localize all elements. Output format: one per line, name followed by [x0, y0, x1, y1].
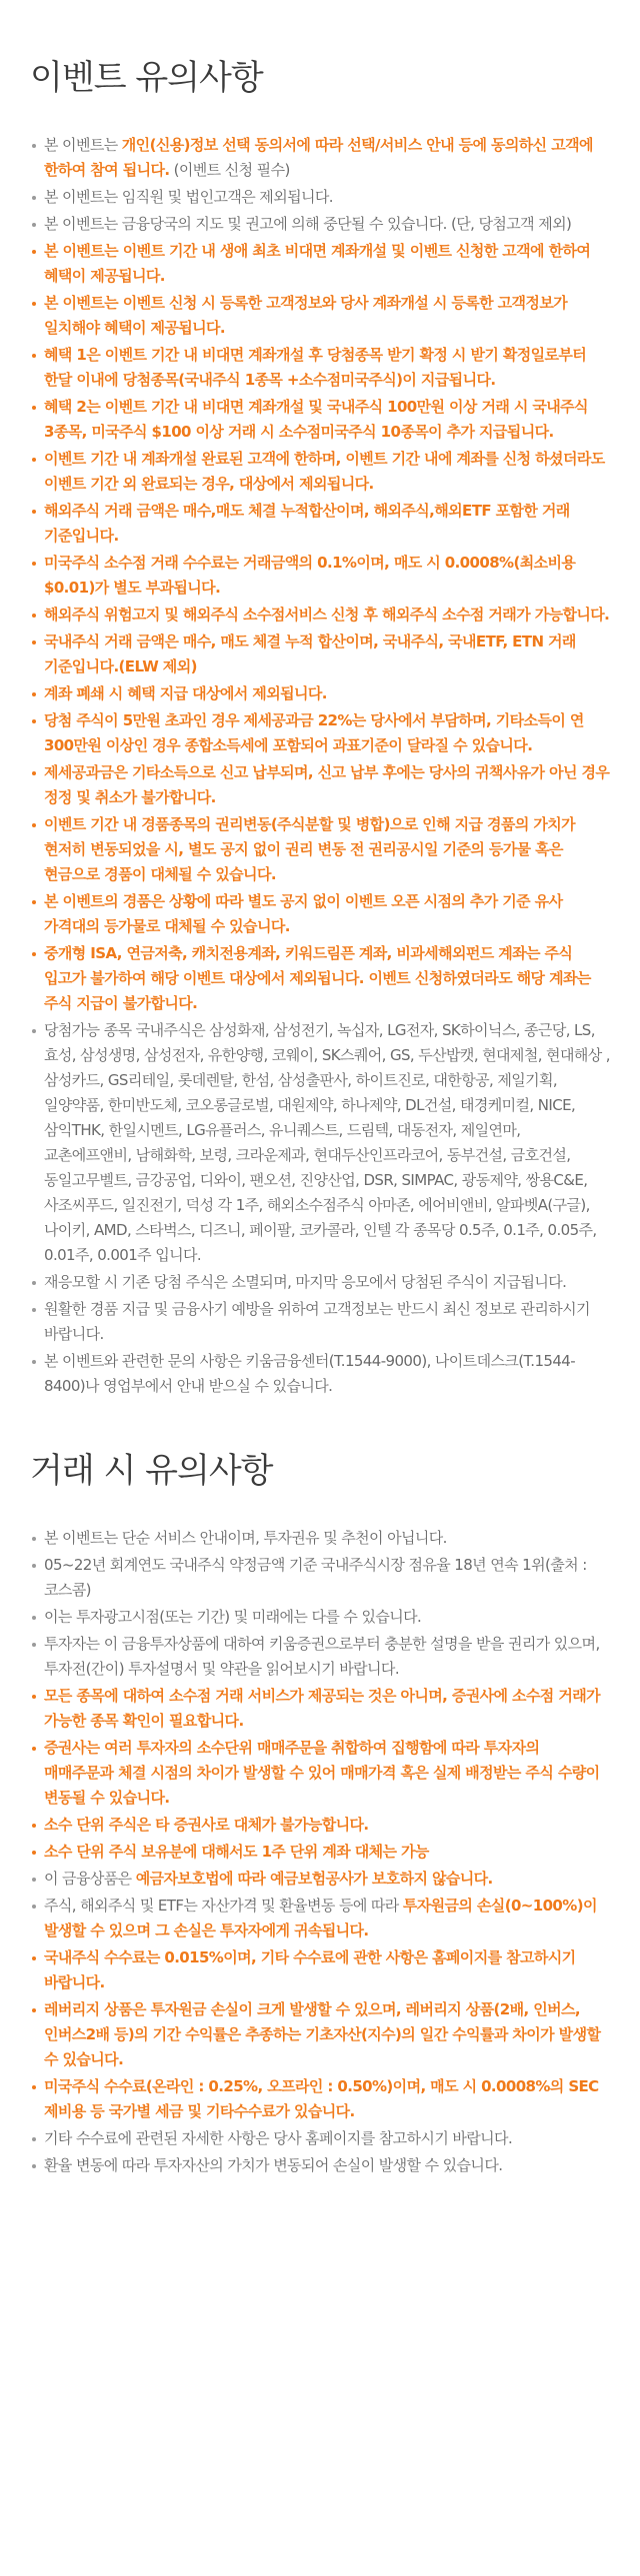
notice-item: 이는 투자광고시점(또는 기간) 및 미래에는 다를 수 있습니다.	[30, 1605, 610, 1630]
notice-item: 본 이벤트는 임직원 및 법인고객은 제외됩니다.	[30, 185, 610, 210]
trade-notice-list	[30, 1526, 610, 2178]
notice-item: 미국주식 소수점 거래 수수료는 거래금액의 0.1%이며, 매도 시 0.0008%(최소비용 $0.01)가 별도 부과됩니다.	[30, 551, 610, 601]
event-notice-section	[30, 58, 610, 1399]
event-notice-list	[30, 133, 610, 1399]
notice-item: 제세공과금은 기타소득으로 신고 납부되며, 신고 납부 후에는 당사의 귀책사유가 아닌 경우 정정 및 취소가 불가합니다.	[30, 760, 610, 810]
notice-item	[30, 133, 610, 183]
notice-item: 증권사는 여러 투자자의 소수단위 매매주문을 취합하여 집행함에 따라 투자자의 매매주문과 체결 시점의 차이가 발생할 수 있어 매매가격 혹은 실제 배정받는 주식 수량이 변동될 수 있습니다.	[30, 1736, 610, 1811]
notice-item: 소수 단위 주식 보유분에 대해서도 1주 단위 계좌 대체는 가능	[30, 1840, 610, 1865]
event-notice-title: 이벤트 유의사항	[30, 58, 263, 98]
notice-text: (이벤트 신청 필수)	[169, 160, 290, 179]
notice-text: 주식, 해외주식 및 ETF는 자산가격 및 환율변동 등에 따라	[44, 1896, 403, 1915]
notice-item: 국내주식 거래 금액은 매수, 매도 체결 누적 합산이며, 국내주식, 국내ETF, ETN 거래 기준입니다.(ELW 제외)	[30, 630, 610, 679]
notice-item: 본 이벤트와 관련한 문의 사항은 키움금융센터(T.1544-9000), 나이트데스크(T.1544-8400)나 영업부에서 안내 받으실 수 있습니다.	[30, 1349, 610, 1399]
notice-highlight-text: 개인(신용)정보 선택 동의서에 따라 선택/서비스 안내 등에 동의하신 고객에 한하여 참여 됩니다.	[44, 135, 593, 179]
notice-item: 이벤트 기간 내 경품종목의 권리변동(주식분할 및 병합)으로 인해 지급 경품의 가치가 현저히 변동되었을 시, 별도 공지 없이 권리 변동 전 권리공시일 기준의 등가물 혹은 현금으로 경품이 대체될 수 있습니다.	[30, 812, 610, 887]
notice-item: 본 이벤트는 금융당국의 지도 및 권고에 의해 중단될 수 있습니다. (단, 당첨고객 제외)	[30, 212, 610, 237]
notice-item: 원활한 경품 지급 및 금융사기 예방을 위하여 고객정보는 반드시 최신 정보로 관리하시기 바랍니다.	[30, 1297, 610, 1347]
notice-item: 혜택 2는 이벤트 기간 내 비대면 계좌개설 및 국내주식 100만원 이상 거래 시 국내주식 3종목, 미국주식 $100 이상 거래 시 소수점미국주식 10종목이 추가 지급됩니다.	[30, 395, 610, 445]
notice-item: 본 이벤트는 단순 서비스 안내이며, 투자권유 및 추천이 아닙니다.	[30, 1526, 610, 1551]
notice-item: 본 이벤트는 이벤트 기간 내 생애 최초 비대면 계좌개설 및 이벤트 신청한 고객에 한하여 혜택이 제공됩니다.	[30, 239, 610, 289]
notice-item: 05~22년 회계연도 국내주식 약정금액 기준 국내주식시장 점유율 18년 연속 1위(출처 : 코스콤)	[30, 1553, 610, 1603]
notice-item: 계좌 폐쇄 시 혜택 지급 대상에서 제외됩니다.	[30, 681, 610, 706]
notice-item: 국내주식 수수료는 0.015%이며, 기타 수수료에 관한 사항은 홈페이지를 참고하시기 바랍니다.	[30, 1945, 610, 1995]
trade-notice-section	[30, 1451, 610, 2178]
notice-item: 해외주식 거래 금액은 매수,매도 체결 누적합산이며, 해외주식,해외ETF 포함한 거래 기준입니다.	[30, 499, 610, 549]
notice-item: 이벤트 기간 내 계좌개설 완료된 고객에 한하며, 이벤트 기간 내에 계좌를 신청 하셨더라도 이벤트 기간 외 완료되는 경우, 대상에서 제외됩니다.	[30, 447, 610, 497]
notice-item: 본 이벤트의 경품은 상황에 따라 별도 공지 없이 이벤트 오픈 시점의 추가 기준 유사 가격대의 등가물로 대체될 수 있습니다.	[30, 889, 610, 939]
notice-highlight-text: 예금자보호법에 따라 예금보험공사가 보호하지 않습니다.	[135, 1869, 493, 1888]
notice-item: 레버리지 상품은 투자원금 손실이 크게 발생할 수 있으며, 레버리지 상품(2배, 인버스, 인버스2배 등)의 기간 수익률은 추종하는 기초자산(지수)의 일간 수익률과 차이가 발생할 수 있습니다.	[30, 1997, 610, 2072]
notice-text: 본 이벤트는	[44, 135, 122, 154]
notice-item: 모든 종목에 대하여 소수점 거래 서비스가 제공되는 것은 아니며, 증권사에 소수점 거래가 가능한 종목 확인이 필요합니다.	[30, 1684, 610, 1734]
notice-item: 당첨 주식이 5만원 초과인 경우 제세공과금 22%는 당사에서 부담하며, 기타소득이 연 300만원 이상인 경우 종합소득세에 포함되어 과표기준이 달라질 수 있습니다.	[30, 708, 610, 758]
notice-text: 이 금융상품은	[44, 1869, 136, 1888]
notice-item: 본 이벤트는 이벤트 신청 시 등록한 고객정보와 당사 계좌개설 시 등록한 고객정보가 일치해야 혜택이 제공됩니다.	[30, 291, 610, 341]
notice-item: 해외주식 위험고지 및 해외주식 소수점서비스 신청 후 해외주식 소수점 거래가 가능합니다.	[30, 603, 610, 628]
notice-item: 기타 수수료에 관련된 자세한 사항은 당사 홈페이지를 참고하시기 바랍니다.	[30, 2126, 610, 2151]
notice-item	[30, 1867, 610, 1892]
notice-item: 소수 단위 주식은 타 증권사로 대체가 불가능합니다.	[30, 1813, 610, 1838]
notice-item: 재응모할 시 기존 당첨 주식은 소멸되며, 마지막 응모에서 당첨된 주식이 지급됩니다.	[30, 1270, 610, 1295]
notice-item: 미국주식 수수료(온라인 : 0.25%, 오프라인 : 0.50%)이며, 매도 시 0.0008%의 SEC 제비용 등 국가별 세금 및 기타수수료가 있습니다.	[30, 2074, 610, 2124]
notice-item: 당첨가능 종목 국내주식은 삼성화재, 삼성전기, 녹십자, LG전자, SK하이닉스, 종근당, LS, 효성, 삼성생명, 삼성전자, 유한양행, 코웨이, SK스퀘어, GS, 두산밥캣, 현대제철, 현대해상 ,삼성카드, GS리테일, 롯데렌탈, 한섬, 삼성출판사, 하이트진로, 대한항공, 제일기획, 일양약품, 한미반도체, 코오롱글로벌, 대원제약, 하나제약, DL건설, 태경케미컬, NICE, 삼익THK, 한일시멘트, LG유플러스, 유니퀘스트, 드림텍, 대동전자, 제일연마, 교촌에프앤비, 남해화학, 보령, 크라운제과, 현대두산인프라코어, 동부건설, 금호건설, 동일고무벨트, 금강공업, 디와이, 팬오션, 진양산업, DSR, SIMPAC, 광동제약, 쌍용C&E, 사조씨푸드, 일진전기, 덕성 각 1주, 해외소수점주식 아마존, 에어비앤비, 알파벳A(구글), 나이키, AMD, 스타벅스, 디즈니, 페이팔, 코카콜라, 인텔 각 종목당 0.5주, 0.1주, 0.05주, 0.01주, 0.001주 입니다.	[30, 1018, 610, 1268]
trade-notice-title: 거래 시 유의사항	[30, 1450, 273, 1491]
notice-item	[30, 1894, 610, 1943]
notice-item: 중개형 ISA, 연금저축, 캐치전용계좌, 키워드림픈 계좌, 비과세해외펀드 계좌는 주식 입고가 불가하여 해당 이벤트 대상에서 제외됩니다. 이벤트 신청하였더라도 해당 계좌는 주식 지급이 불가합니다.	[30, 941, 610, 1016]
notice-item: 투자자는 이 금융투자상품에 대하여 키움증권으로부터 충분한 설명을 받을 권리가 있으며, 투자전(간이) 투자설명서 및 약관을 읽어보시기 바랍니다.	[30, 1632, 610, 1682]
notice-item: 혜택 1은 이벤트 기간 내 비대면 계좌개설 후 당첨종목 받기 확정 시 받기 확정일로부터 한달 이내에 당첨종목(국내주식 1종목 +소수점미국주식)이 지급됩니다.	[30, 343, 610, 393]
notice-item: 환율 변동에 따라 투자자산의 가치가 변동되어 손실이 발생할 수 있습니다.	[30, 2153, 610, 2178]
notice-highlight-text: 투자원금의 손실(0~100%)이 발생할 수 있으며 그 손실은 투자자에게 귀속됩니다.	[44, 1896, 597, 1939]
